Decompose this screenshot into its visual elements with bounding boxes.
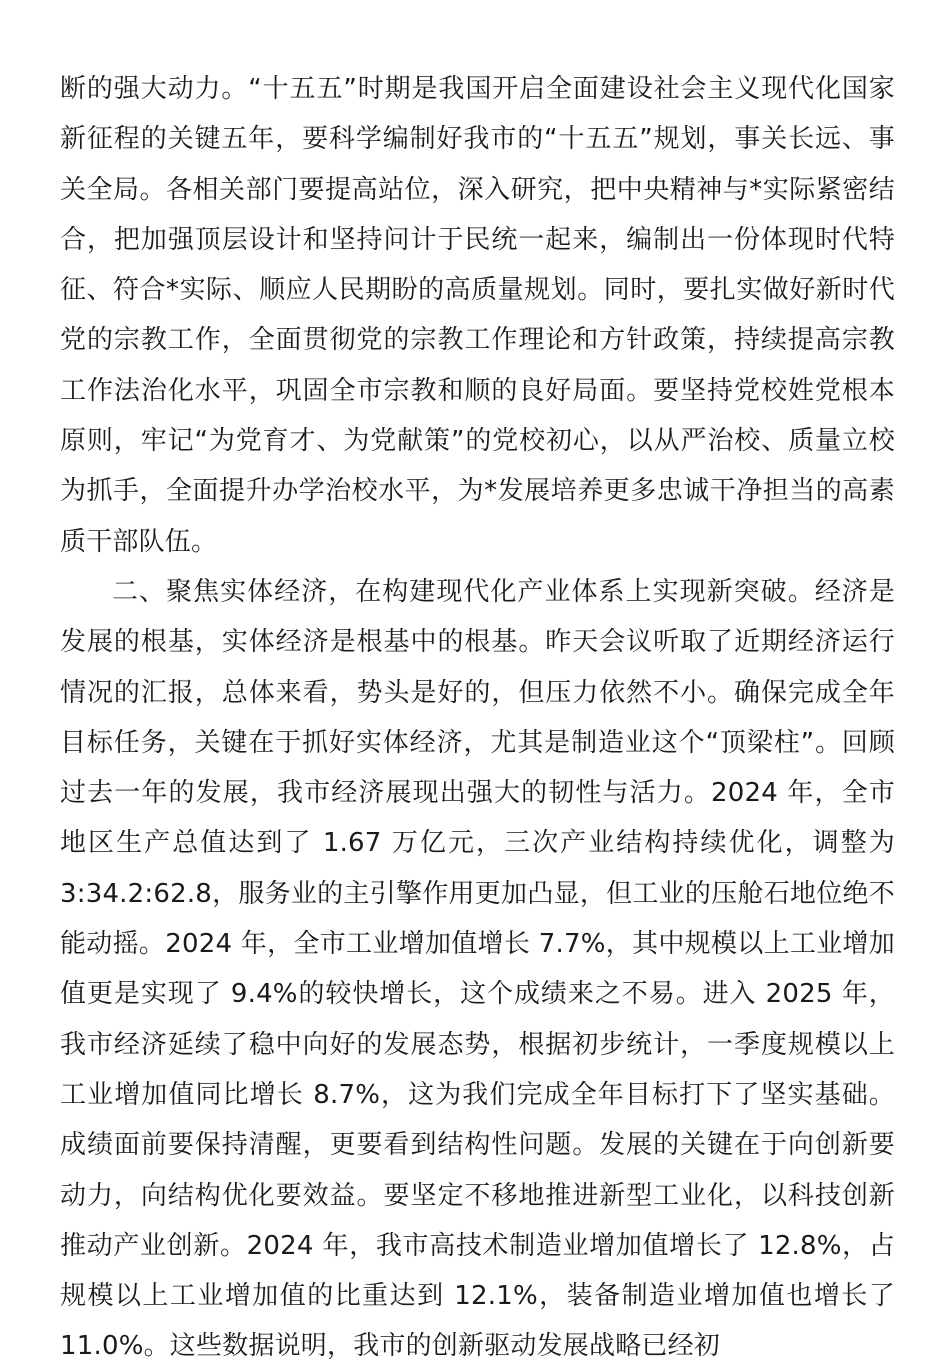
paragraph-continuation: 断的强大动力。“十五五”时期是我国开启全面建设社会主义现代化国家新征程的关键五年，要科学编制好我市的“十五五”规划，事关长远、事关全局。各相关部门要提高站位，深入研究，把中央精神与*实际紧密结合，把加强顶层设计和坚持问计于民统一起来，编制出一份体现时代特征、符合*实际、顺应人民期盼的高质量规划。同时，要扎实做好新时代党的宗教工作，全面贯彻党的宗教工作理论和方针政策，持续提高宗教工作法治化水平，巩固全市宗教和顺的良好局面。要坚持党校姓党根本原则，牢记“为党育才、为党献策”的党校初心，以从严治校、质量立校为抓手，全面提升办学治校水平，为*发展培养更多忠诚干净担当的高素质干部队伍。 — [60, 74, 895, 557]
body-text — [60, 64, 895, 1372]
paragraph-section-two: 二、聚焦实体经济，在构建现代化产业体系上实现新突破。经济是发展的根基，实体经济是根基中的根基。昨天会议听取了近期经济运行情况的汇报，总体来看，势头是好的，但压力依然不小。确保完成全年目标任务，关键在于抓好实体经济，尤其是制造业这个“顶梁柱”。回顾过去一年的发展，我市经济展现出强大的韧性与活力。2024 年，全市地区生产总值达到了 1.67 万亿元，三次产业结构持续优化，调整为 3:34.2:62.8，服务业的主引擎作用更加凸显，但工业的压舱石地位绝不能动摇。2024 年，全市工业增加值增长 7.7%，其中规模以上工业增加值更是实现了 9.4%的较快增长，这个成绩来之不易。进入 2025 年，我市经济延续了稳中向好的发展态势，根据初步统计，一季度规模以上工业增加值同比增长 8.7%，这为我们完成全年目标打下了坚实基础。成绩面前要保持清醒，更要看到结构性问题。发展的关键在于向创新要动力，向结构优化要效益。要坚定不移地推进新型工业化，以科技创新推动产业创新。2024 年，我市高技术制造业增加值增长了 12.8%，占规模以上工业增加值的比重达到 12.1%，装备制造业增加值也增长了 11.0%。这些数据说明，我市的创新驱动发展战略已经初 — [60, 576, 895, 1362]
